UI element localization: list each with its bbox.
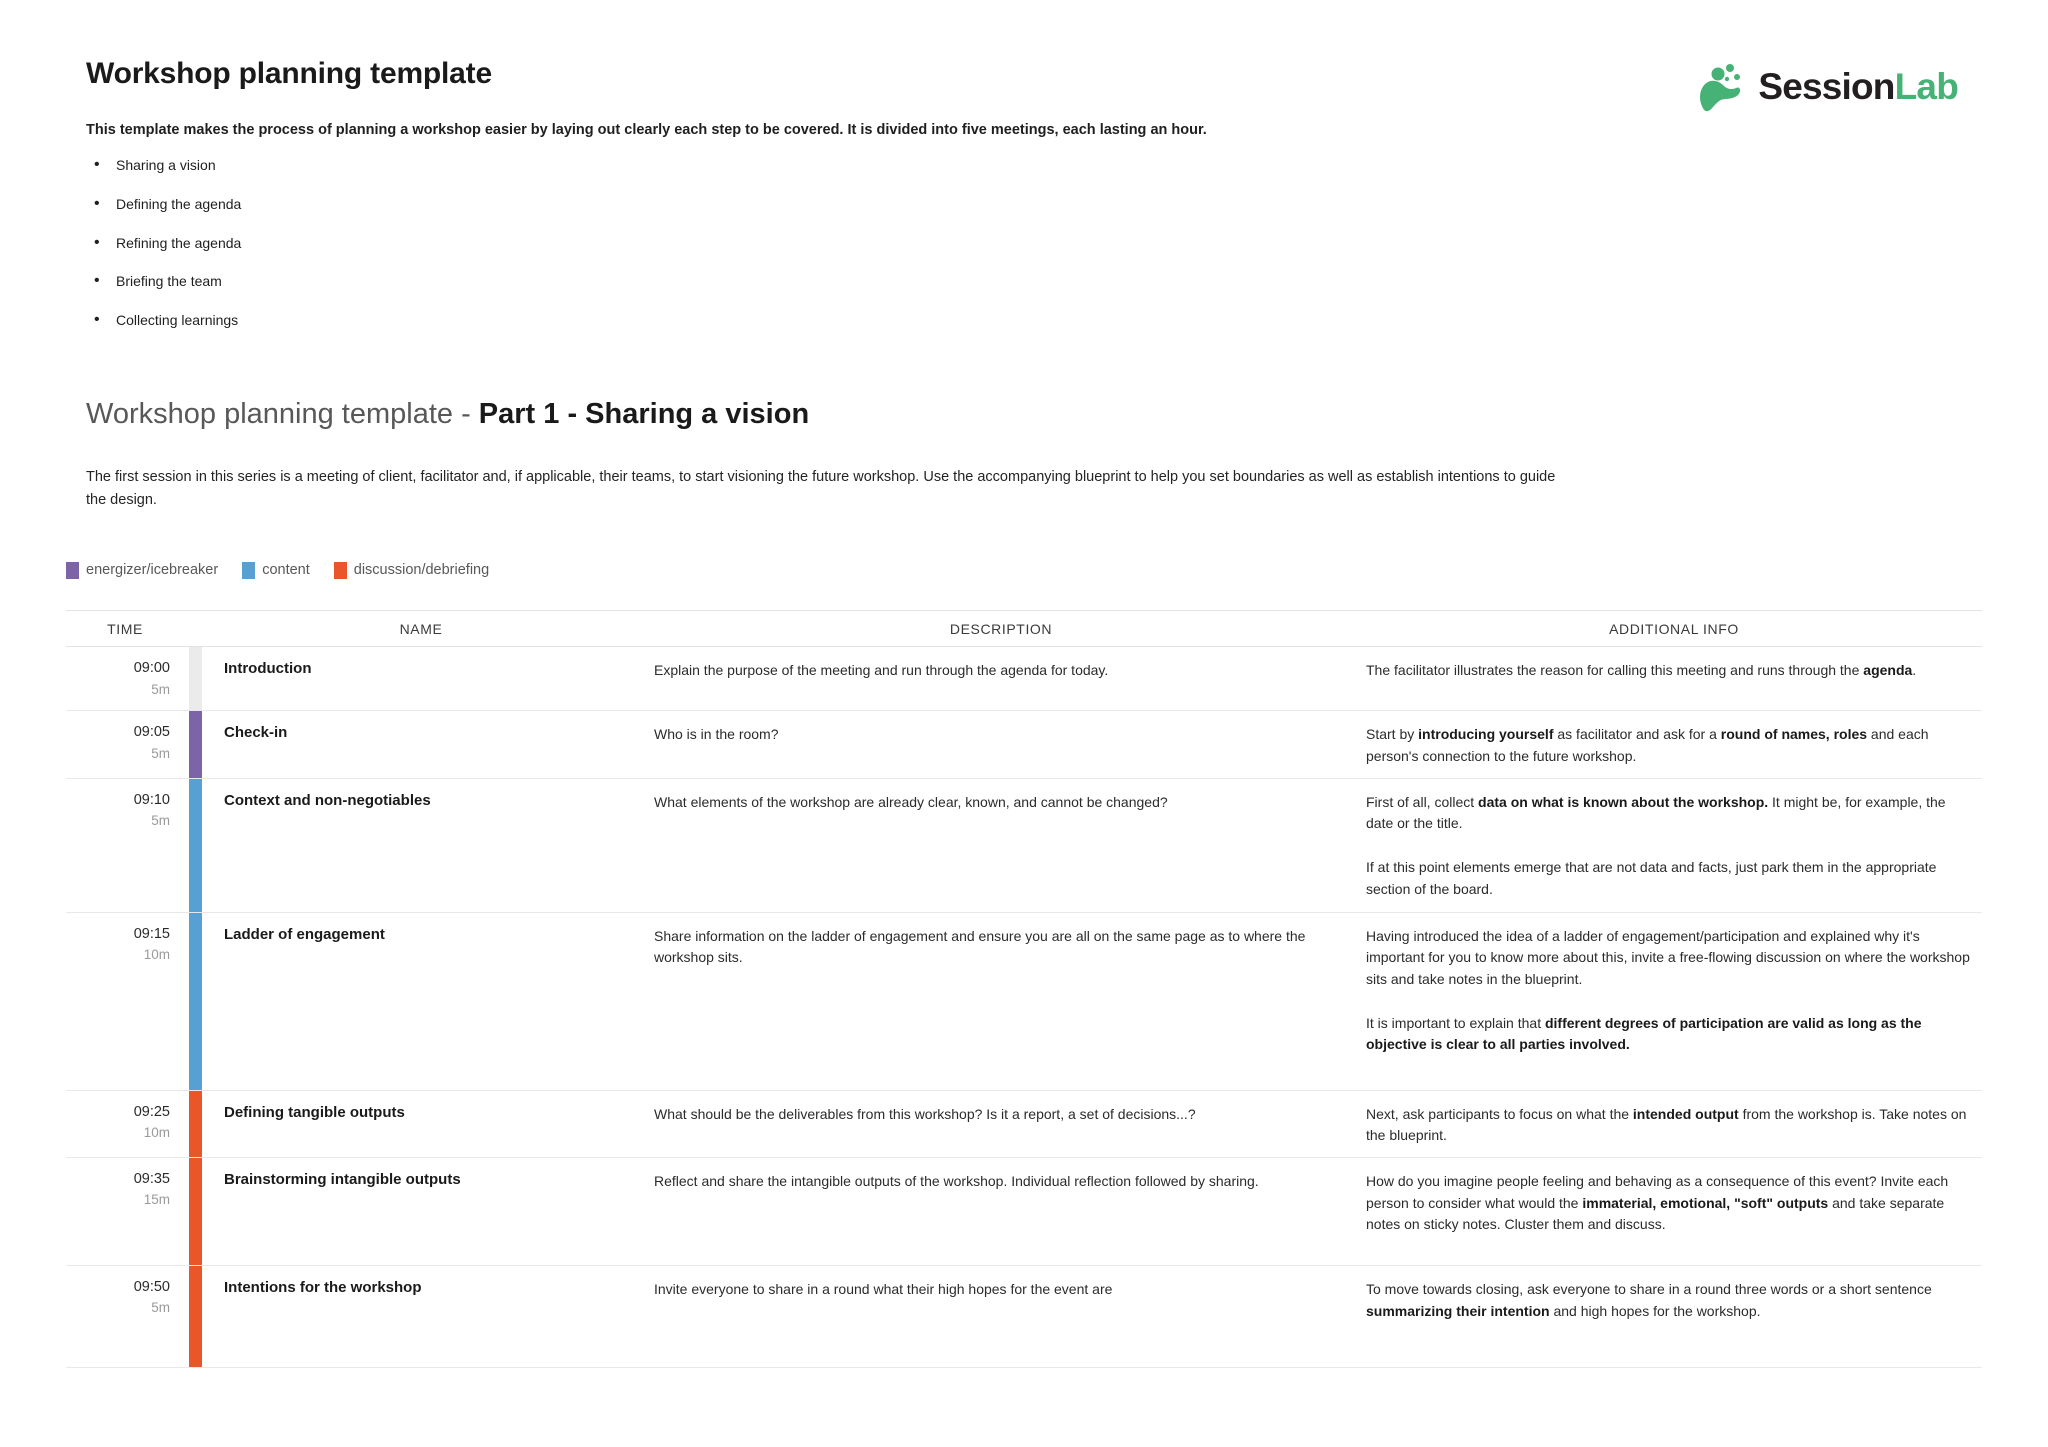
row-info-paragraph: Next, ask participants to focus on what the intended output from the workshop is. Take notes on the blueprint.: [1366, 1105, 1967, 1144]
part-title-emphasis: Part 1 - Sharing a vision: [478, 398, 810, 430]
row-color-bar: [189, 1266, 202, 1367]
row-color-bar: [189, 1158, 202, 1265]
list-item: • Collecting learnings: [86, 312, 1962, 329]
cell-additional-info: [1366, 779, 1982, 912]
cell-name: [206, 711, 636, 777]
cell-description: [636, 711, 1366, 777]
table-header-row: [66, 610, 1982, 647]
row-info-paragraph: The facilitator illustrates the reason for calling this meeting and runs through the agenda.: [1366, 662, 1917, 678]
row-info-paragraph: Start by introducing yourself as facilitator and ask for a round of names, roles and each person's connection to the future workshop.: [1366, 726, 1929, 764]
cell-color: [184, 779, 206, 912]
legend-item-energizer: [66, 562, 218, 579]
row-color-bar: [189, 1091, 202, 1157]
list-item: • Refining the agenda: [86, 235, 1962, 252]
row-info-paragraph: How do you imagine people feeling and behaving as a consequence of this event? Invite each person to consider what would the immaterial, emotional, "soft" outputs and take separate notes on sticky notes. Cluster them and discuss.: [1366, 1172, 1949, 1233]
agenda-table: [66, 610, 1982, 1368]
cell-description: [636, 779, 1366, 912]
row-color-bar: [189, 779, 202, 912]
list-item: • Briefing the team: [86, 273, 1962, 290]
column-header-time: TIME: [107, 621, 143, 637]
cell-color: [184, 1266, 206, 1367]
row-description: Explain the purpose of the meeting and run through the agenda for today.: [654, 662, 1109, 678]
cell-description: [636, 1266, 1366, 1367]
cell-time: [66, 1158, 184, 1265]
cell-name: [206, 1158, 636, 1265]
cell-name: [206, 647, 636, 710]
page-title: Workshop planning template: [86, 57, 492, 90]
legend-item-content: [242, 562, 310, 579]
row-start-time: 09:25: [133, 1103, 170, 1120]
column-header-color: [184, 621, 206, 637]
row-name: Intentions for the workshop: [224, 1278, 422, 1296]
cell-time: [66, 1091, 184, 1157]
cell-additional-info: [1366, 913, 1982, 1090]
cell-name: [206, 779, 636, 912]
row-name: Introduction: [224, 660, 312, 677]
row-info-paragraph: Having introduced the idea of a ladder of engagement/participation and explained why it's important for you to know more about this, invite a free-flowing discussion on where the workshop sits and take notes in the blueprint.: [1366, 927, 1970, 987]
cell-name: [206, 913, 636, 1090]
row-duration: 5m: [151, 1300, 170, 1316]
column-header-additional-info: ADDITIONAL INFO: [1609, 621, 1739, 637]
column-header-description: DESCRIPTION: [949, 621, 1053, 637]
row-start-time: 09:50: [133, 1278, 170, 1295]
legend: [66, 562, 505, 579]
part-title-prefix: Workshop planning template -: [86, 398, 479, 430]
row-description: What should be the deliverables from this workshop? Is it a report, a set of decisions...?: [654, 1105, 1196, 1122]
row-name: Ladder of engagement: [224, 925, 385, 943]
logo-text-lab: Lab: [1894, 65, 1958, 107]
legend-label: content: [262, 562, 310, 579]
table-row[interactable]: [66, 1158, 1982, 1266]
cell-color: [184, 913, 206, 1090]
list-item: • Sharing a vision: [86, 157, 1962, 174]
logo-text-session: Session: [1758, 65, 1895, 107]
meeting-list: [86, 157, 1962, 329]
row-duration: 10m: [143, 947, 170, 963]
row-info-paragraph: First of all, collect data on what is known about the workshop. It might be, for example, the date or the title.: [1366, 793, 1946, 832]
cell-additional-info: [1366, 711, 1982, 777]
sessionlab-logo: [1696, 58, 1958, 114]
cell-additional-info: [1366, 1091, 1982, 1157]
cell-name: [206, 1266, 636, 1367]
cell-additional-info: [1366, 647, 1982, 710]
row-start-time: 09:00: [133, 660, 170, 676]
table-row[interactable]: [66, 1266, 1982, 1368]
table-row[interactable]: [66, 1091, 1982, 1158]
legend-label: discussion/debriefing: [353, 562, 490, 579]
row-description: Invite everyone to share in a round what their high hopes for the event are: [654, 1280, 1113, 1297]
cell-description: [636, 647, 1366, 710]
table-row[interactable]: [66, 647, 1982, 711]
cell-time: [66, 779, 184, 912]
cell-color: [184, 647, 206, 710]
intro-paragraph: This template makes the process of planning a workshop easier by laying out clearly each step to be covered. It is divided into five meetings, each lasting an hour.: [86, 122, 1207, 138]
row-name: Context and non-negotiables: [224, 791, 431, 809]
legend-swatch-icon: [334, 562, 347, 579]
legend-swatch-icon: [242, 562, 255, 579]
cell-description: [636, 1091, 1366, 1157]
row-start-time: 09:35: [133, 1170, 170, 1187]
part-section: [86, 396, 1962, 513]
document-header: [86, 56, 1962, 351]
row-name: Brainstorming intangible outputs: [224, 1170, 461, 1188]
row-info-paragraph: It is important to explain that different degrees of participation are valid as long as the objective is clear to all parties involved.: [1366, 1014, 1922, 1053]
table-row[interactable]: [66, 779, 1982, 913]
cell-description: [636, 913, 1366, 1090]
logo-wordmark: [1758, 65, 1958, 107]
table-row[interactable]: [66, 711, 1982, 778]
legend-label: energizer/icebreaker: [86, 562, 219, 579]
sessionlab-mark-icon: [1696, 58, 1748, 114]
row-name: Defining tangible outputs: [224, 1103, 405, 1121]
row-info-paragraph: If at this point elements emerge that are not data and facts, just park them in the appropriate section of the board.: [1366, 858, 1937, 897]
row-start-time: 09:10: [133, 791, 170, 808]
row-name: Check-in: [224, 724, 288, 742]
row-description: Reflect and share the intangible outputs of the workshop. Individual reflection followed by sharing.: [654, 1172, 1259, 1189]
part-title: [86, 396, 1962, 432]
cell-time: [66, 647, 184, 710]
cell-additional-info: [1366, 1266, 1982, 1367]
row-description: Share information on the ladder of engagement and ensure you are all on the same page as to where the workshop sits.: [654, 927, 1306, 966]
row-color-bar: [189, 647, 202, 710]
row-duration: 5m: [151, 681, 170, 697]
row-start-time: 09:05: [133, 724, 170, 741]
list-item: • Defining the agenda: [86, 196, 1962, 213]
cell-name: [206, 1091, 636, 1157]
cell-time: [66, 711, 184, 777]
row-description: Who is in the room?: [654, 726, 779, 743]
column-header-name: NAME: [399, 621, 443, 637]
table-row[interactable]: [66, 913, 1982, 1091]
row-color-bar: [189, 711, 202, 777]
row-color-bar: [189, 913, 202, 1090]
cell-description: [636, 1158, 1366, 1265]
row-description: What elements of the workshop are already clear, known, and cannot be changed?: [654, 793, 1168, 810]
cell-color: [184, 711, 206, 777]
legend-item-discussion: [334, 562, 489, 579]
legend-swatch-icon: [66, 562, 79, 579]
row-duration: 5m: [151, 745, 170, 761]
cell-color: [184, 1091, 206, 1157]
cell-time: [66, 913, 184, 1090]
row-duration: 10m: [143, 1125, 170, 1141]
row-duration: 5m: [151, 813, 170, 829]
cell-color: [184, 1158, 206, 1265]
row-info-paragraph: To move towards closing, ask everyone to share in a round three words or a short sentence summarizing their intention and high hopes for the workshop.: [1366, 1280, 1932, 1319]
cell-additional-info: [1366, 1158, 1982, 1265]
row-start-time: 09:15: [133, 925, 170, 942]
part-description: The first session in this series is a meeting of client, facilitator and, if applicable, their teams, to start visioning the future workshop. Use the accompanying blueprint to help you set boundaries as well as establish intentions to guide the design.: [86, 469, 1556, 509]
row-duration: 15m: [143, 1192, 170, 1208]
cell-time: [66, 1266, 184, 1367]
